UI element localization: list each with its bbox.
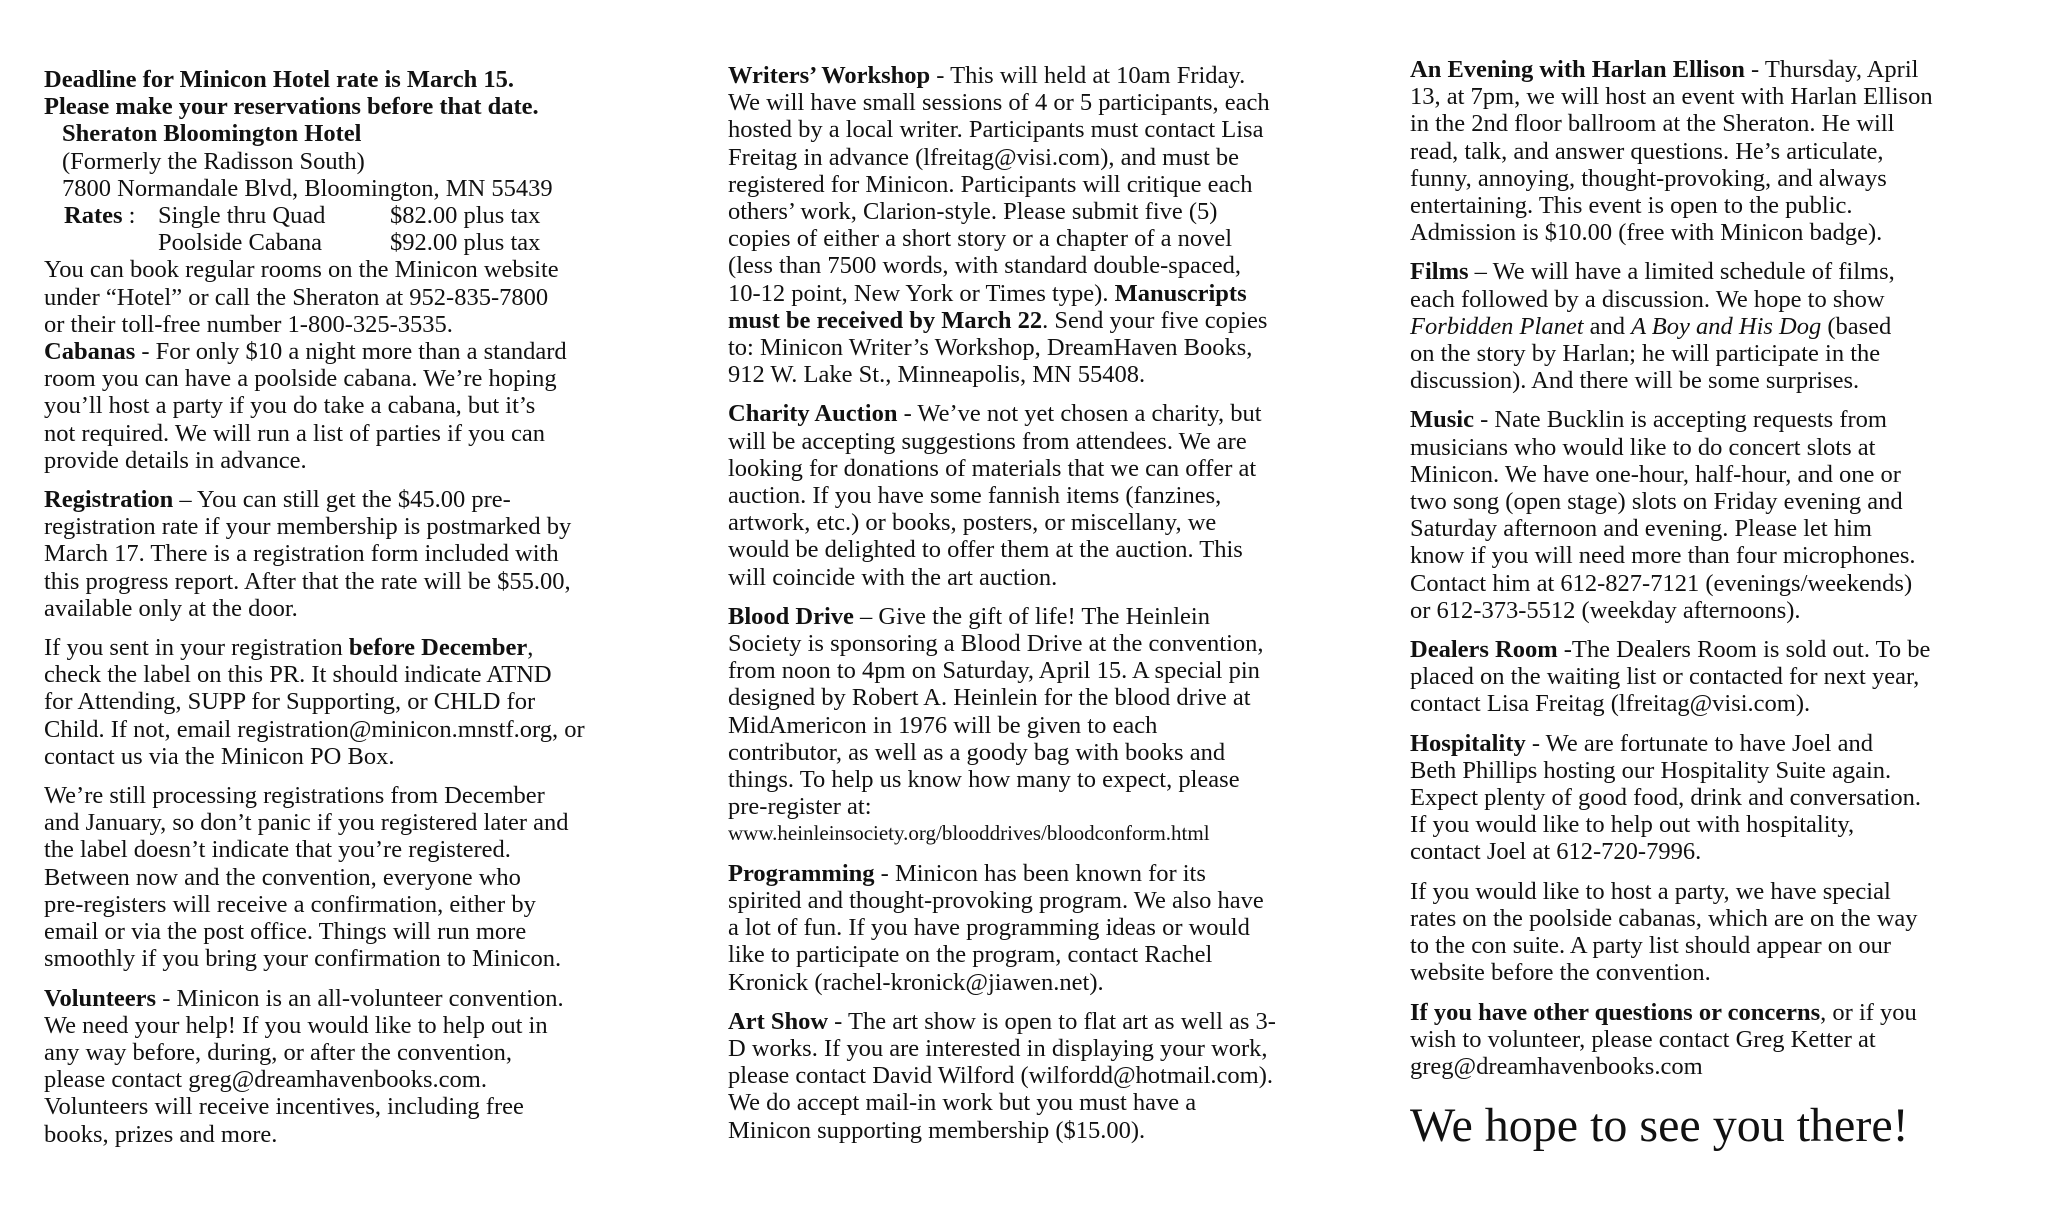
- section-cabanas: Cabanas - For only $10 a night more than a standard room you can have a poolside cabana. We’re hoping you’ll host a party if you do take a cabana, but it’s not required. We will run a list of parties if you can provide details in advance.: [44, 338, 567, 474]
- section-title: Registration: [44, 486, 174, 514]
- section-charity-auction: Charity Auction - We’ve not yet chosen a charity, but will be accepting suggestions from attendees. We are looking for donations of materials that we can offer at auction. If you have some fannish items (fanzines, artwork, etc.) or books, posters, or miscellany, we would be delighted to offer them at the auction. This will coincide with the art auction.: [728, 400, 1262, 591]
- section-title: Dealers Room: [1410, 636, 1558, 664]
- hotel-address: 7800 Normandale Blvd, Bloomington, MN 55439: [62, 174, 553, 202]
- film-title: Forbidden Planet: [1410, 312, 1584, 340]
- section-dealers-room: Dealers Room -The Dealers Room is sold out. To be placed on the waiting list or contacted for next year, contact Lisa Freitag (lfreitag@visi.com).: [1410, 636, 1931, 718]
- section-art-show: Art Show - The art show is open to flat art as well as 3- D works. If you are interested in displaying your work, please contact David Wilford (wilfordd@hotmail.com). We do accept mail-in work but you must have a Minicon supporting membership ($15.00).: [728, 1007, 1276, 1144]
- hotel-deadline-notice: [44, 66, 684, 120]
- rate-price: $92.00 plus tax: [390, 229, 541, 257]
- rate-type: Poolside Cabana: [158, 229, 322, 257]
- section-music: Music - Nate Bucklin is accepting requests from musicians who would like to do concert slots at Minicon. We have one-hour, half-hour, and one or two song (open stage) slots on Friday evening and Saturday afternoon and evening. Please let him know if you will need more than four microphones. Contact him at 612-827-7121 (evenings/weekends) or 612-373-5512 (weekday afternoons).: [1410, 406, 1916, 624]
- deadline-line: Deadline for Minicon Hotel rate is March 15.: [44, 66, 514, 93]
- hotel-formerly: (Formerly the Radisson South): [62, 147, 365, 175]
- deadline-line: Please make your reservations before that date.: [44, 93, 539, 121]
- section-party: If you would like to host a party, we have special rates on the poolside cabanas, which are on the way to the con suite. A party list should appear on our website before the convention.: [1410, 877, 1918, 987]
- film-title: A Boy and His Dog: [1631, 312, 1822, 340]
- hotel-rates: [44, 202, 684, 256]
- section-title: Art Show: [728, 1007, 829, 1035]
- section-title: Films: [1410, 258, 1469, 286]
- column-2: [728, 62, 1368, 1156]
- section-title: Volunteers: [44, 984, 157, 1012]
- section-programming: Programming - Minicon has been known for its spirited and thought-provoking program. We also have a lot of fun. If you have programming ideas or would like to participate on the program, contact Rachel Kronick (rachel-kronick@jiawen.net).: [728, 859, 1264, 996]
- column-3: [1410, 56, 2030, 1154]
- section-title: If you have other questions or concerns: [1410, 998, 1821, 1026]
- section-title: Blood Drive: [728, 602, 854, 630]
- section-registration: Registration – You can still get the $45.00 pre- registration rate if your membership is postmarked by March 17. There is a registration form included with this progress report. After that the rate will be $55.00, available only at the door.: [44, 486, 572, 622]
- rate-row: Rates : Single thru Quad $82.00 plus tax: [64, 202, 541, 230]
- section-harlan-ellison: An Evening with Harlan Ellison - Thursday, April 13, at 7pm, we will host an event with Harlan Ellison in the 2nd floor ballroom at the Sheraton. He will read, talk, and answer questions. He’s articulate, funny, annoying, thought-provoking, and always entertaining. This event is open to the public. Admission is $10.00 (free with Minicon badge).: [1410, 56, 1933, 247]
- rates-label: Rates: [64, 202, 123, 230]
- section-title: Charity Auction: [728, 400, 898, 428]
- blood-drive-url[interactable]: www.heinleinsociety.org/blooddrives/bloodconform.html: [728, 821, 1210, 846]
- section-hospitality: Hospitality - We are fortunate to have Joel and Beth Phillips hosting our Hospitality Suite again. Expect plenty of good food, drink and conversation. If you would like to help out with hospitality, contact Joel at 612-720-7996.: [1410, 729, 1921, 866]
- rate-type: Single thru Quad: [158, 202, 326, 230]
- hotel-name: Sheraton Bloomington Hotel: [62, 120, 362, 148]
- rate-price: $82.00 plus tax: [390, 202, 541, 230]
- section-title: Hospitality: [1410, 729, 1526, 757]
- section-blood-drive: Blood Drive – Give the gift of life! The Heinlein Society is sponsoring a Blood Drive at the convention, from noon to 4pm on Saturday, April 15. A special pin designed by Robert A. Heinlein for the blood drive at MidAmericon in 1976 will be given to each contributor, as well as a goody bag with books and things. To help us know how many to expect, please pre-register at: www.heinleinsociety.org/blooddrives/bloodconform.html: [728, 603, 1368, 848]
- rate-row: [44, 229, 684, 256]
- section-writers-workshop: Writers’ Workshop - This will held at 10am Friday. We will have small sessions of 4 or 5 participants, each hosted by a local writer. Participants must contact Lisa Freitag in advance (lfreitag@visi.com), and must be registered for Minicon. Participants will critique each others’ work, Clarion-style. Please submit five (5) copies of either a short story or a chapter of a novel (less than 7500 words, with standard double-spaced, 10-12 point, New York or Times type). Manuscripts must be received by March 22. Send your five copies to: Minicon Writer’s Workshop, DreamHaven Books, 912 W. Lake St., Minneapolis, MN 55408.: [728, 62, 1270, 389]
- section-before-december: If you sent in your registration before December, check the label on this PR. It should indicate ATND for Attending, SUPP for Supporting, or CHLD for Child. If not, email registration@minicon.mnstf.org, or contact us via the Minicon PO Box.: [44, 634, 585, 770]
- section-volunteers: Volunteers - Minicon is an all-volunteer convention. We need your help! If you would like to help out in any way before, during, or after the convention, please contact greg@dreamhavenbooks.com. Volunteers will receive incentives, including free books, prizes and more.: [44, 984, 564, 1148]
- booking-info: You can book regular rooms on the Minicon website under “Hotel” or call the Sheraton at 952-835-7800 or their toll-free number 1-800-325-3535.: [44, 256, 559, 338]
- section-title: An Evening with Harlan Ellison: [1410, 56, 1745, 83]
- section-title: Cabanas: [44, 338, 136, 366]
- section-films: Films – We will have a limited schedule of films, each followed by a discussion. We hope to show Forbidden Planet and A Boy and His Dog (based on the story by Harlan; he will participate in the discussion). And there will be some surprises.: [1410, 258, 1895, 395]
- section-questions: If you have other questions or concerns, or if you wish to volunteer, please contact Greg Ketter at greg@dreamhavenbooks.com: [1410, 998, 1917, 1080]
- section-title: Writers’ Workshop: [728, 62, 931, 89]
- hotel-info: [44, 120, 684, 202]
- section-processing: We’re still processing registrations from December and January, so don’t panic if you registered later and the label doesn’t indicate that you’re registered. Between now and the convention, everyone who pre-registers will receive a confirmation, either by email or via the post office. Things will run more smoothly if you bring your confirmation to Minicon.: [44, 782, 569, 973]
- section-title: Music: [1410, 406, 1474, 434]
- section-title: Programming: [728, 859, 875, 887]
- column-1: [44, 66, 684, 1160]
- closing-message: We hope to see you there!: [1410, 1099, 1909, 1153]
